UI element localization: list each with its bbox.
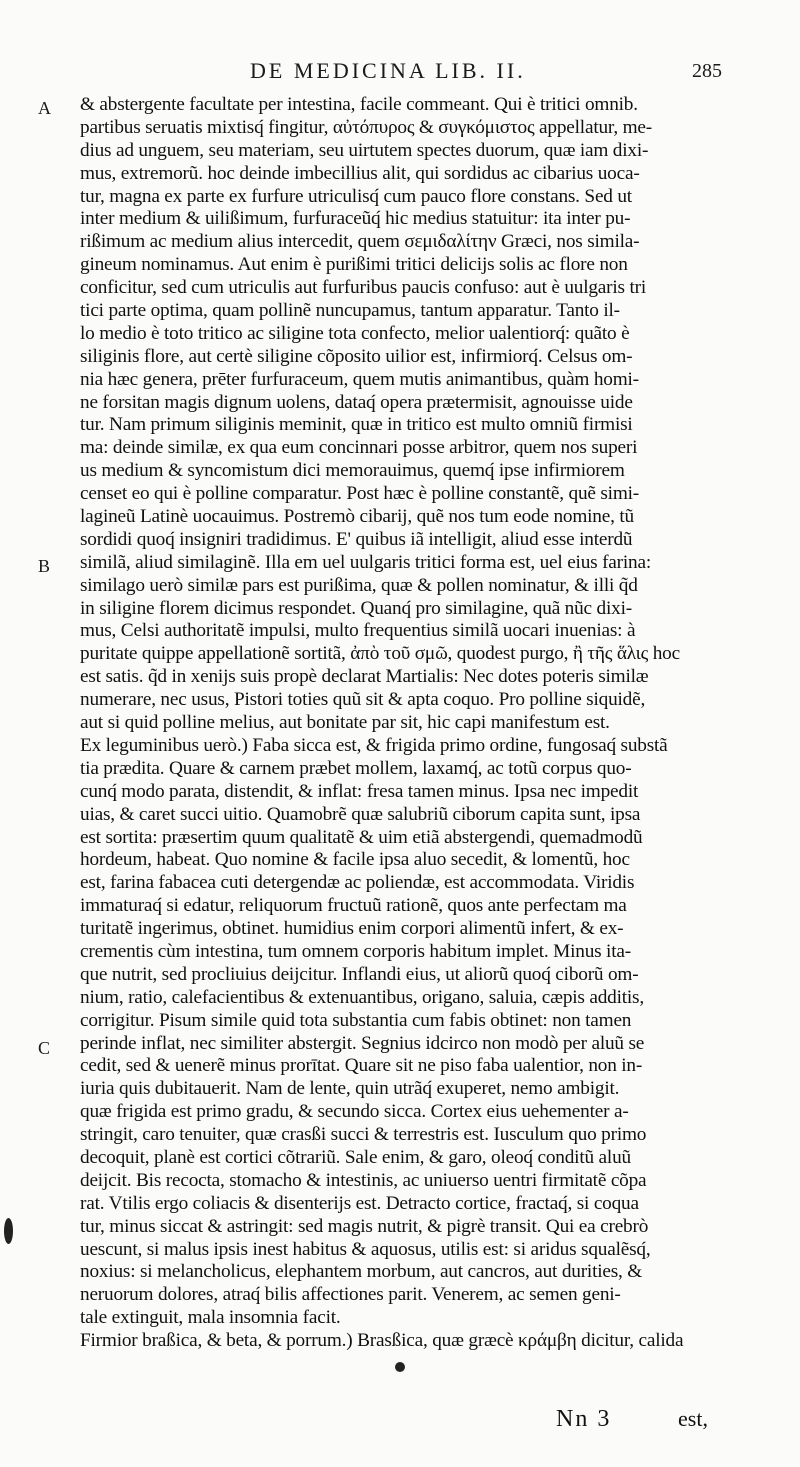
text-line: tur. Nam primum siliginis meminit, quæ in tritico est multo omniũ firmisi — [80, 414, 633, 436]
text-line: us medium & syncomistum dici memorauimus, quemq́ ipse infirmiorem — [80, 460, 625, 482]
text-line: est sortita: præsertim quum qualitatẽ & uim etiã abstergendi, quemadmodũ — [80, 826, 643, 848]
text-line: est, farina fabacea cuti detergendæ ac poliendæ, est accommodata. Viridis — [80, 872, 635, 894]
text-line: lo medio è toto tritico ac siligine tota confecto, melior ualentiorq́: quãto è — [80, 322, 630, 344]
text-line: ne forsitan magis dignum uolens, dataq́ opera prætermisit, agnouisse uide — [80, 391, 633, 413]
text-line: conficitur, sed cum utriculis aut furfuribus paucis confuso: aut è uulgaris tri — [80, 277, 646, 299]
margin-marker-b: B — [38, 556, 51, 576]
text-line: uias, & caret succi uitio. Quamobrẽ quæ salubriũ ciborum capita sunt, ipsa — [80, 803, 641, 825]
text-line: perinde inflat, nec similiter abstergit. Segnius idcirco non modò per aluũ se — [80, 1032, 645, 1054]
text-line: in siligine florem dicimus respondet. Quanq́ pro similagine, quã nũc dixi- — [80, 597, 632, 619]
text-line: tur, minus siccat & astringit: sed magis nutrit, & pigrè transit. Qui ea crebrò — [80, 1215, 649, 1237]
text-line: neruorum dolores, atraq́ bilis affectiones parit. Venerem, ac semen geni- — [80, 1284, 621, 1306]
ink-dot — [395, 1362, 405, 1372]
text-line: similago uerò similæ pars est purißima, quæ & pollen nominatur, & illi q̃d — [80, 574, 638, 596]
text-line: inter medium & uilißimum, furfuraceũq́ hic medius statuitur: ita inter pu- — [80, 208, 631, 230]
margin-marker-c: C — [38, 1038, 51, 1058]
text-line: similã, aliud similaginẽ. Illa em uel uulgaris tritici forma est, uel eius farina: — [80, 551, 651, 573]
text-line: quæ frigida est primo gradu, & secundo sicca. Cortex eius uehementer a- — [80, 1101, 629, 1123]
text-line: Ex leguminibus uerò.) Faba sicca est, & frigida primo ordine, fungosaq́ substã — [80, 734, 668, 756]
text-line: que nutrit, sed procliuius deijcitur. Inflandi eius, ut aliorũ quoq́ ciborũ om- — [80, 963, 639, 985]
text-line: sordidi quoq́ insigniri tradidimus. E' quibus iã intelligit, aliud esse interdũ — [80, 528, 633, 550]
text-line: turitatẽ ingerimus, obtinet. humidius enim corpori alimentũ infert, & ex- — [80, 918, 624, 940]
text-line: deijcit. Bis recocta, stomacho & intestinis, ac uniuerso uentri firmitatẽ cõpa — [80, 1169, 647, 1191]
text-line: cunq́ modo parata, distendit, & inflat: fresa tamen minus. Ipsa nec impedit — [80, 780, 639, 802]
text-body — [80, 94, 720, 1353]
text-line: hordeum, habeat. Quo nomine & facile ipsa aluo secedit, & lomentũ, hoc — [80, 849, 630, 871]
text-line: rißimum ac medium alius intercedit, quem σεμιδαλίτην Græci, nos simila- — [80, 231, 640, 253]
running-head: DE MEDICINA LIB. II. — [250, 58, 526, 83]
text-line: dius ad unguem, seu materiam, seu uirtutem spectes duorum, quæ iam dixi- — [80, 139, 649, 161]
text-line: tale extinguit, mala insomnia facit. — [80, 1307, 341, 1329]
text-line: immaturaq́ si edatur, reliquorum fructuũ rationẽ, quos ante perfectam ma — [80, 895, 627, 917]
margin-marker-a: A — [38, 98, 51, 118]
page-number: 285 — [692, 60, 722, 82]
text-line: stringit, caro tenuiter, quæ crasßi succi & terrestris est. Iusculum quo primo — [80, 1124, 647, 1146]
text-line: numerare, nec usus, Pistori toties quũ sit & apta coquo. Pro polline siquidẽ, — [80, 689, 646, 711]
signature-mark: Nn 3 — [556, 1406, 612, 1432]
text-line: uescunt, si malus ipsis inest habitus & aquosus, utilis est: si aridus squalẽsq́, — [80, 1238, 651, 1260]
text-line: rat. Vtilis ergo coliacis & disenterijs est. Detracto cortice, fractaq́, si coqua — [80, 1192, 639, 1214]
text-line: mus, extremorũ. hoc deinde imbecillius alit, qui sordidus ac cibarius uoca- — [80, 162, 640, 184]
text-line: crementis cùm intestina, tum omnem corporis habitum implet. Minus ita- — [80, 940, 631, 962]
text-line: cedit, sed & uenerẽ minus prorītat. Quare sit ne piso faba ualentior, non in- — [80, 1055, 643, 1077]
text-line: siliginis flore, aut certè siligine cõposito uilior est, infirmiorq́. Celsus om- — [80, 345, 633, 367]
text-line: noxius: si melancholicus, elephantem morbum, aut cancros, aut durities, & — [80, 1261, 643, 1283]
text-line: lagineũ Latinè uocauimus. Postremò cibarij, quẽ nos tum eode nomine, tũ — [80, 506, 634, 528]
text-line: nia hæc genera, prēter furfuraceum, quem mutis animantibus, quàm homi- — [80, 368, 639, 390]
text-line: nium, ratio, calefacientibus & extenuantibus, origano, saluia, cæpis additis, — [80, 986, 644, 1008]
catchword: est, — [678, 1406, 708, 1431]
text-line: tur, magna ex parte ex furfure utriculisq́ cum pauco flore constans. Sed ut — [80, 185, 632, 207]
text-line: puritate quippe appellationẽ sortitã, ἀπὸ τοῦ σμῶ, quodest purgo, ἢ τῆς ἅλις hoc — [80, 643, 680, 665]
text-line: gineum nominamus. Aut enim è purißimi tritici delicijs solis ac flore non — [80, 254, 628, 276]
text-line: iuria quis dubitauerit. Nam de lente, quin utrãq́ exuperet, nemo ambigit. — [80, 1078, 620, 1100]
ink-blot — [4, 1218, 13, 1244]
text-line: & abstergente facultate per intestina, facile commeant. Qui è tritici omnib. — [80, 94, 638, 115]
text-line: partibus seruatis mixtisq́ fingitur, αὐτόπυρος & συγκόμιστος appellatur, me- — [80, 116, 652, 138]
text-line: tici parte optima, quam pollinẽ nuncupamus, tantum apparatur. Tanto il- — [80, 300, 620, 322]
text-line: mus, Celsi authoritatẽ impulsi, multo frequentius similã uocari inuenias: à — [80, 620, 636, 642]
text-line: censet eo qui è polline comparatur. Post hæc è polline constantẽ, quẽ simi- — [80, 483, 640, 505]
text-line: est satis. q̃d in xenijs suis propè declarat Martialis: Nec dotes poteris similæ — [80, 666, 649, 688]
text-line: tia prædita. Quare & carnem præbet mollem, laxamq́, ac totũ corpus quo- — [80, 757, 632, 779]
text-line: aut si quid polline melius, aut bonitate par sit, hic capi manifestum est. — [80, 712, 610, 734]
text-line: Firmior braßica, & beta, & porrum.) Brasßica, quæ græcè κράμβη dicitur, calida — [80, 1330, 684, 1352]
text-line: ma: deinde similæ, ex qua eum concinnari posse arbitror, quem nos superi — [80, 437, 638, 459]
text-line: decoquit, planè est cortici cõtrariũ. Sale enim, & garo, oleoq́ conditũ aluũ — [80, 1146, 631, 1168]
text-line: corrigitur. Pisum simile quid tota substantia cum fabis obtinet: non tamen — [80, 1009, 632, 1031]
